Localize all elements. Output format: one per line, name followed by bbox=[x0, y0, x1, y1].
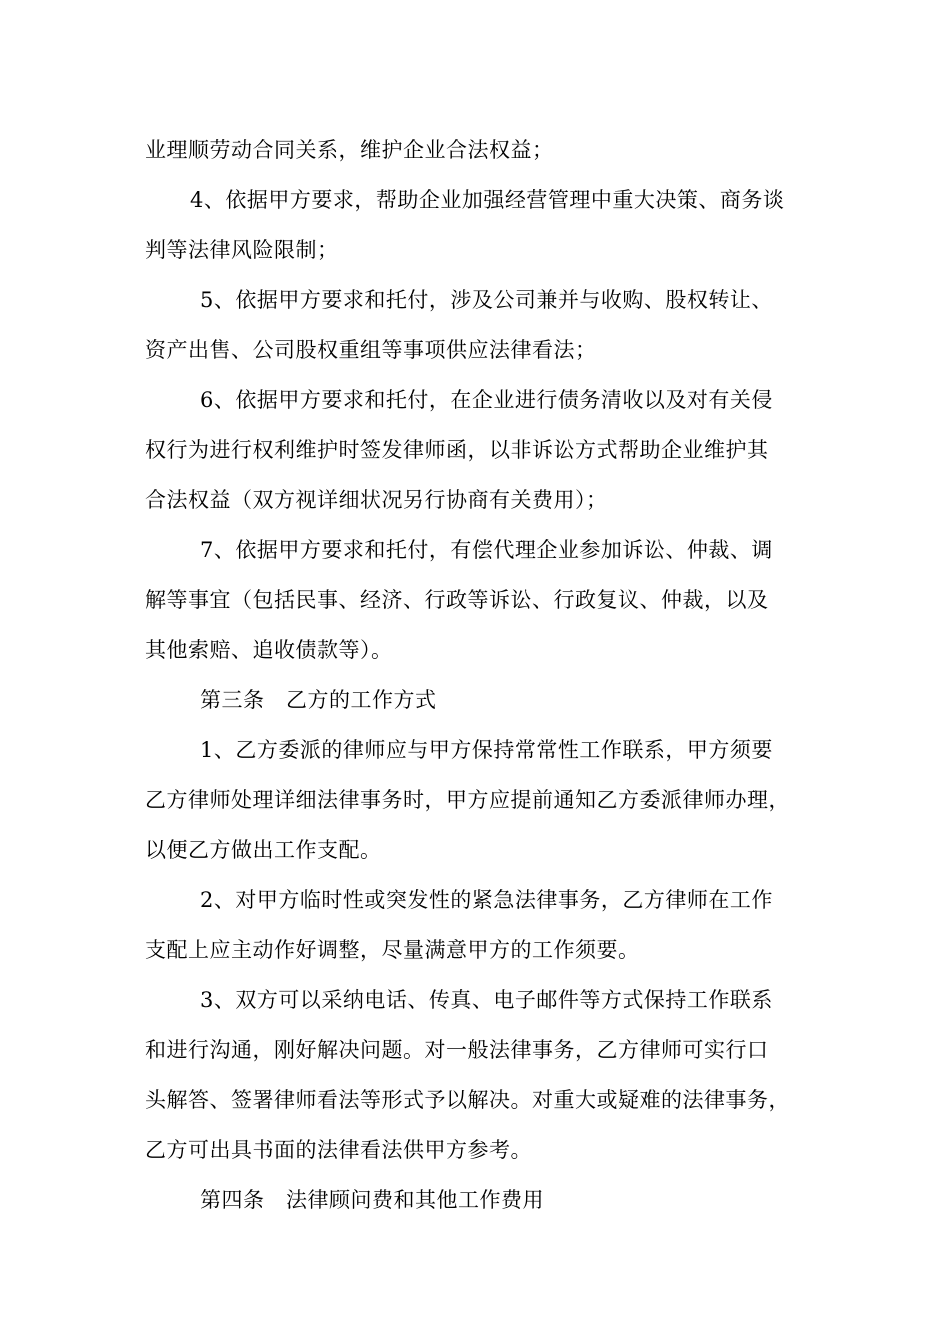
paragraph-line: 资产出售、公司股权重组等事项供应法律看法； bbox=[145, 338, 597, 362]
paragraph-line: 业理顺劳动合同关系，维护企业合法权益； bbox=[145, 138, 554, 162]
paragraph-line: 其他索赔、追收债款等）。 bbox=[145, 638, 393, 662]
section-heading: 第三条 乙方的工作方式 bbox=[200, 688, 437, 712]
paragraph-line: 和进行沟通，刚好解决问题。对一般法律事务，乙方律师可实行口 bbox=[145, 1038, 769, 1062]
paragraph-line: 合法权益（双方视详细状况另行协商有关费用）； bbox=[145, 488, 608, 512]
paragraph-line: 权行为进行权利维护时签发律师函，以非诉讼方式帮助企业维护其 bbox=[145, 438, 769, 462]
paragraph-line: 头解答、签署律师看法等形式予以解决。对重大或疑难的法律事务， bbox=[145, 1088, 790, 1112]
paragraph-line: 判等法律风险限制； bbox=[145, 238, 339, 262]
section-heading: 第四条 法律顾问费和其他工作费用 bbox=[200, 1188, 544, 1212]
paragraph-line: 5、依据甲方要求和托付，涉及公司兼并与收购、股权转让、 bbox=[200, 288, 773, 312]
paragraph-line: 7、依据甲方要求和托付，有偿代理企业参加诉讼、仲裁、调 bbox=[200, 538, 773, 562]
paragraph-line: 4、依据甲方要求，帮助企业加强经营管理中重大决策、商务谈 bbox=[190, 188, 785, 212]
paragraph-line: 支配上应主动作好调整，尽量满意甲方的工作须要。 bbox=[145, 938, 640, 962]
paragraph-line: 以便乙方做出工作支配。 bbox=[145, 838, 382, 862]
paragraph-line: 乙方可出具书面的法律看法供甲方参考。 bbox=[145, 1138, 532, 1162]
paragraph-line: 1、乙方委派的律师应与甲方保持常常性工作联系，甲方须要 bbox=[200, 738, 773, 762]
paragraph-line: 解等事宜（包括民事、经济、行政等诉讼、行政复议、仲裁，以及 bbox=[145, 588, 769, 612]
paragraph-line: 3、双方可以采纳电话、传真、电子邮件等方式保持工作联系 bbox=[200, 988, 773, 1012]
paragraph-line: 乙方律师处理详细法律事务时，甲方应提前通知乙方委派律师办理， bbox=[145, 788, 790, 812]
paragraph-line: 2、对甲方临时性或突发性的紧急法律事务，乙方律师在工作 bbox=[200, 888, 773, 912]
paragraph-line: 6、依据甲方要求和托付，在企业进行债务清收以及对有关侵 bbox=[200, 388, 773, 412]
